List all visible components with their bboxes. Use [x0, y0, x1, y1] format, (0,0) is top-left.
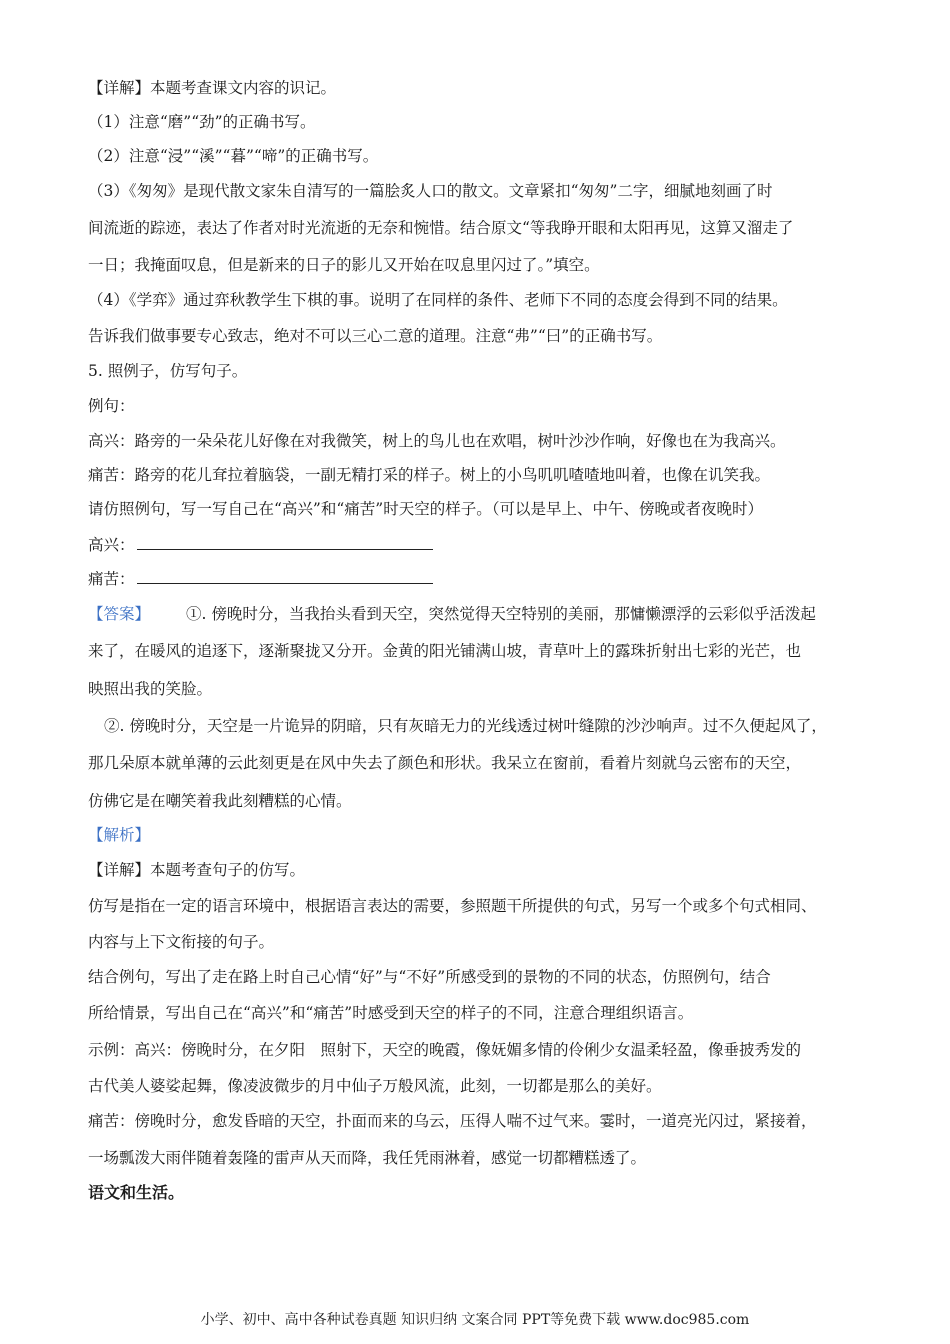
line-note-2: （2）注意“浸”“溪”“暮”“啼”的正确书写。 [88, 147, 379, 165]
analysis-line-2: 仿写是指在一定的语言环境中，根据语言表达的需要，参照题干所提供的句式，另写一个或多个句式相同、 [88, 897, 817, 915]
example-happy: 高兴：路旁的一朵朵花儿好像在对我微笑，树上的鸟儿也在欢唱，树叶沙沙作响，好像也在为我高兴。 [88, 432, 786, 450]
answer-line-6: 仿佛它是在嘲笑着我此刻糟糕的心情。 [88, 792, 352, 810]
line-note-3b: 间流逝的踪迹，表达了作者对时光流逝的无奈和惋惜。结合原文“等我睁开眼和太阳再见，这算又溜走了 [88, 219, 794, 237]
analysis-line-7: 古代美人婆娑起舞，像凌波微步的月中仙子万般风流，此刻，一切都是那么的美好。 [88, 1077, 662, 1095]
footer-text: 小学、初中、高中各种试卷真题 知识归纳 文案合同 PPT等免费下载 www.doc985.com [200, 1312, 750, 1328]
section-title: 语文和生活。 [88, 1183, 185, 1202]
answer-line-1: ①. 傍晚时分，当我抬头看到天空，突然觉得天空特别的美丽，那慵懒漂浮的云彩似乎活泼起 [186, 605, 816, 623]
answer-line-5: 那几朵原本就单薄的云此刻更是在风中失去了颜色和形状。我呆立在窗前，看着片刻就乌云密布的天空， [88, 754, 802, 772]
pain-label: 痛苦： [88, 570, 135, 588]
pain-blank-line [137, 569, 433, 584]
analysis-line-4: 结合例句，写出了走在路上时自己心情“好”与“不好”所感受到的景物的不同的状态，仿照例句，结合 [88, 968, 771, 986]
line-detail-1: 【详解】本题考查课文内容的识记。 [88, 79, 337, 97]
question-instruction: 请仿照例句，写一写自己在“高兴”和“痛苦”时天空的样子。（可以是早上、中午、傍晚或者夜晚时） [88, 500, 763, 518]
answer-tag: 【答案】 [88, 605, 151, 623]
answer-line-2: 来了，在暖风的追逐下，逐渐聚拢又分开。金黄的阳光铺满山坡，青草叶上的露珠折射出七彩的光芒，也 [88, 642, 802, 660]
happy-blank-row [88, 535, 433, 555]
analysis-line-9: 一场瓢泼大雨伴随着轰隆的雷声从天而降，我任凭雨淋着，感觉一切都糟糕透了。 [88, 1149, 647, 1167]
line-note-3a: （3）《匆匆》是现代散文家朱自清写的一篇脍炙人口的散文。文章紧扣“匆匆”二字，细腻地刻画了时 [88, 182, 773, 200]
happy-blank-line [137, 535, 433, 550]
pain-blank-row [88, 569, 433, 589]
example-label: 例句： [88, 397, 135, 415]
line-note-3c: 一日；我掩面叹息，但是新来的日子的影儿又开始在叹息里闪过了。”填空。 [88, 256, 600, 274]
question-5-title: 5. 照例子，仿写句子。 [88, 362, 248, 380]
analysis-line-6: 示例：高兴：傍晚时分，在夕阳 照射下，天空的晚霞，像妩媚多情的伶俐少女温柔轻盈，像垂披秀发的 [88, 1041, 802, 1059]
happy-label: 高兴： [88, 536, 135, 554]
line-note-4a: （4）《学弈》通过弈秋教学生下棋的事。说明了在同样的条件、老师下不同的态度会得到不同的结果。 [88, 291, 788, 309]
analysis-line-1: 【详解】本题考查句子的仿写。 [88, 861, 306, 879]
analysis-line-5: 所给情景，写出自己在“高兴”和“痛苦”时感受到天空的样子的不同，注意合理组织语言。 [88, 1004, 694, 1022]
answer-line-4: ②. 傍晚时分，天空是一片诡异的阴暗，只有灰暗无力的光线透过树叶缝隙的沙沙响声。过不久便起风了， [104, 717, 827, 735]
example-pain: 痛苦：路旁的花儿耷拉着脑袋，一副无精打采的样子。树上的小鸟叽叽喳喳地叫着，也像在讥笑我。 [88, 466, 771, 484]
analysis-line-8: 痛苦：傍晚时分，愈发昏暗的天空，扑面而来的乌云，压得人喘不过气来。霎时，一道亮光闪过，紧接着， [88, 1112, 817, 1130]
answer-row-1 [88, 604, 816, 624]
answer-line-3: 映照出我的笑脸。 [88, 680, 213, 698]
analysis-tag: 【解析】 [88, 826, 151, 844]
line-note-1: （1）注意“磨”“劲”的正确书写。 [88, 113, 316, 131]
line-note-4b: 告诉我们做事要专心致志，绝对不可以三心二意的道理。注意“弗”“曰”的正确书写。 [88, 327, 663, 345]
analysis-line-3: 内容与上下文衔接的句子。 [88, 933, 275, 951]
